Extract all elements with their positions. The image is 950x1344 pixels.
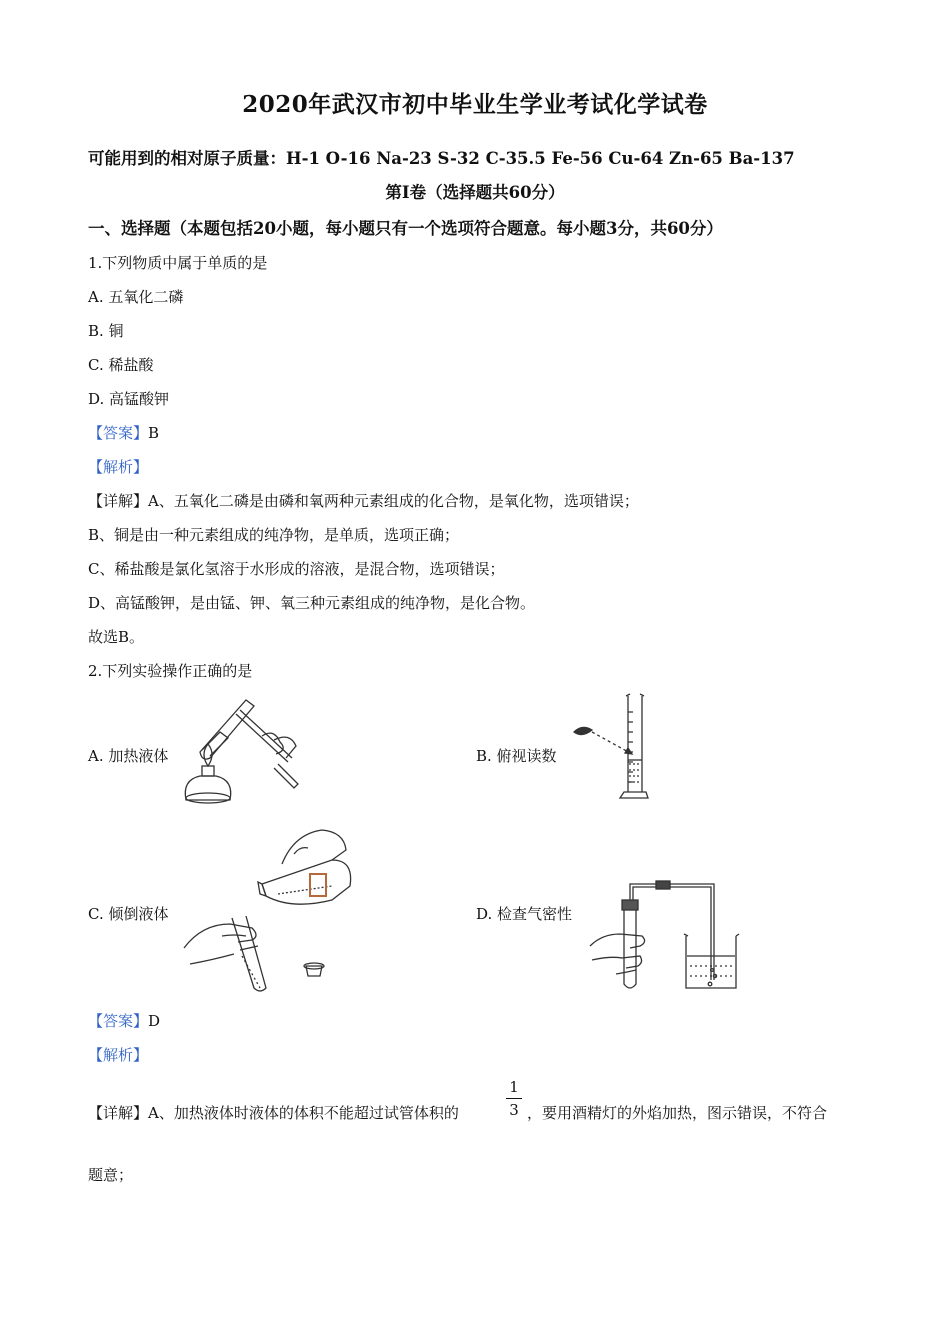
fraction-one-third bbox=[506, 1078, 522, 1119]
q1-stem: 1.下列物质中属于单质的是 bbox=[88, 254, 268, 272]
q1-analysis-tag: 【解析】 bbox=[88, 458, 149, 476]
page-title: 2020年武汉市初中毕业生学业考试化学试卷 bbox=[242, 91, 708, 118]
pouring-liquid-illustration bbox=[182, 824, 357, 994]
q1-detail-5: 故选B。 bbox=[88, 628, 145, 646]
answer-value: B bbox=[148, 424, 160, 442]
answer-tag: 【答案】 bbox=[88, 424, 149, 442]
fraction-bar bbox=[506, 1098, 522, 1099]
q2-option-a-label: A. 加热液体 bbox=[88, 747, 169, 765]
q2-analysis-tag: 【解析】 bbox=[88, 1046, 149, 1064]
q1-option-c: C. 稀盐酸 bbox=[88, 356, 154, 374]
q2-stem: 2.下列实验操作正确的是 bbox=[88, 662, 253, 680]
q2-detail-part1 bbox=[88, 1102, 459, 1123]
cylinder-reading-illustration bbox=[570, 692, 665, 802]
q1-detail-1: 【详解】A、五氧化二磷是由磷和氧两种元素组成的化合物，是氧化物，选项错误； bbox=[88, 492, 639, 510]
fraction-numerator: 1 bbox=[509, 1078, 519, 1096]
q1-detail-4: D、高锰酸钾，是由锰、钾、氧三种元素组成的纯净物，是化合物。 bbox=[88, 594, 536, 612]
airtightness-check-illustration bbox=[586, 876, 741, 994]
q1-option-a: A. 五氧化二磷 bbox=[88, 288, 184, 306]
section-title: 一、选择题（本题包括20小题，每小题只有一个选项符合题意。每小题3分，共60分） bbox=[88, 219, 723, 238]
q2-answer bbox=[88, 1010, 160, 1031]
part-title: 第I卷（选择题共60分） bbox=[385, 183, 565, 202]
q1-answer bbox=[88, 422, 159, 443]
q1-detail-2: B、铜是由一种元素组成的纯净物，是单质，选项正确； bbox=[88, 526, 460, 544]
q1-option-b: B. 铜 bbox=[88, 322, 124, 340]
q1-detail-3: C、稀盐酸是氯化氢溶于水形成的溶液，是混合物，选项错误； bbox=[88, 560, 505, 578]
answer-tag: 【答案】 bbox=[88, 1012, 149, 1030]
q2-detail-cont: 题意； bbox=[88, 1166, 134, 1184]
q1-option-d: D. 高锰酸钾 bbox=[88, 390, 170, 408]
q2-detail-part2: ，要用酒精灯的外焰加热，图示错误，不符合 bbox=[527, 1104, 828, 1122]
heating-liquid-illustration bbox=[178, 692, 303, 810]
fraction-denominator: 3 bbox=[509, 1101, 519, 1119]
answer-value: D bbox=[148, 1012, 161, 1030]
atomic-masses: 可能用到的相对原子质量：H-1 O-16 Na-23 S-32 C-35.5 Fe-56 Cu-64 Zn-65 Ba-137 bbox=[88, 149, 795, 168]
q2-detail-text: 【详解】A、加热液体时液体的体积不能超过试管体积的 bbox=[88, 1104, 459, 1122]
q2-option-c-label: C. 倾倒液体 bbox=[88, 905, 169, 923]
q2-option-b-label: B. 俯视读数 bbox=[476, 747, 557, 765]
q2-option-d-label: D. 检查气密性 bbox=[476, 905, 573, 923]
